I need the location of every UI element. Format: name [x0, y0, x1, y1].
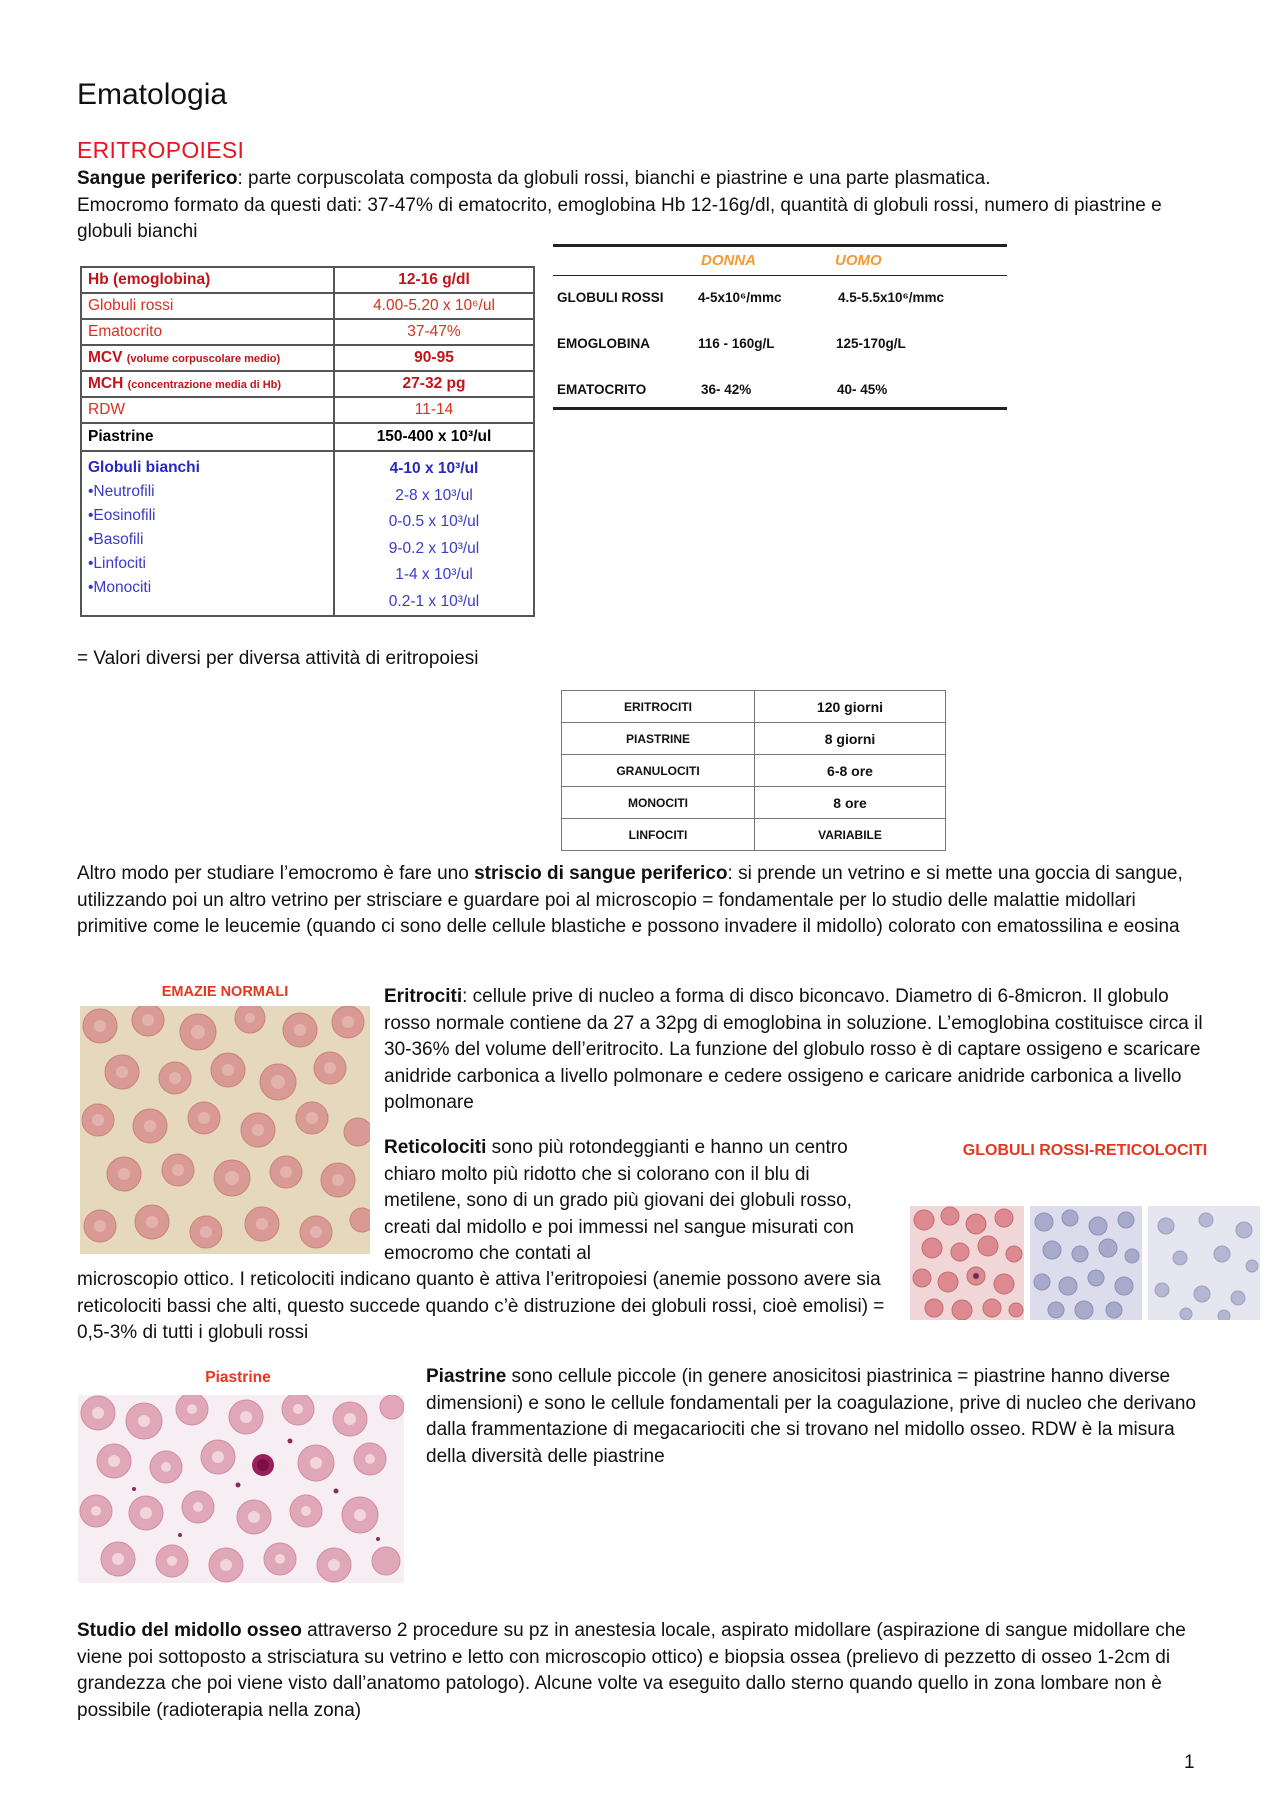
ref-sublabel: (volume corpuscolare medio) [126, 353, 281, 365]
header-uomo: UOMO [835, 252, 882, 269]
striscio-pre: Altro modo per studiare l’emocromo è fare uno [77, 863, 475, 884]
piastrine-image [78, 1365, 404, 1583]
wbc-value: 2-8 x 10³/ul [395, 486, 473, 504]
wbc-value: 4-10 x 10³/ul [389, 460, 479, 477]
wbc-value: 0.2-1 x 10³/ul [388, 592, 480, 610]
intro-paragraph [77, 166, 1207, 246]
emazie-title: EMAZIE NORMALI [161, 984, 289, 1000]
ref-value: 150-400 x 10³/ul [334, 423, 534, 451]
table-row [81, 451, 534, 616]
wbc-label: •Linfociti [88, 555, 146, 572]
ref-label: MCH [88, 375, 124, 392]
life-value: 8 giorni [755, 723, 946, 755]
wbc-label: •Basofili [88, 531, 144, 548]
ref-label: Globuli rossi [81, 293, 334, 319]
sex-row-donna: 116 - 160g/L [698, 336, 775, 351]
piastrine-title: Piastrine [205, 1369, 271, 1386]
table-row [81, 319, 534, 345]
table-row [81, 293, 534, 319]
reticolociti-title: GLOBULI ROSSI-RETICOLOCITI [962, 1142, 1208, 1159]
ref-value: 37-47% [334, 319, 534, 345]
wbc-label: Globuli bianchi [88, 459, 200, 476]
midollo-bold: Studio del midollo osseo [77, 1620, 302, 1641]
striscio-post: : si prende un vetrino e si mette una goccia di sangue, utilizzando poi un altro vetrino per strisciare e guardare poi al microscopio = fondamentale per lo studio delle malattie midollari primitive come le leucemie (quando ci sono delle cellule blastiche e possono invadere il midollo) colorato con ematossilina e eosina [77, 863, 1183, 937]
ref-label: MCV [88, 349, 123, 366]
ref-label: Piastrine [81, 423, 334, 451]
life-cell: PIASTRINE [562, 723, 755, 755]
intro-bold: Sangue periferico [77, 168, 238, 189]
page-title: Ematologia [77, 78, 228, 111]
life-cell: MONOCITI [562, 787, 755, 819]
wbc-value: 0-0.5 x 10³/ul [388, 513, 480, 530]
wbc-value: 1-4 x 10³/ul [395, 566, 473, 583]
reticulocyte-smears-image [910, 1206, 1260, 1320]
wbc-label: •Eosinofili [88, 507, 156, 524]
life-cell: ERITROCITI [562, 691, 755, 723]
midollo-paragraph [77, 1618, 1207, 1724]
ref-value: 11-14 [334, 397, 534, 423]
sex-row-uomo: 4.5-5.5x10⁶/mmc [838, 290, 945, 305]
sex-row-uomo: 40- 45% [837, 382, 888, 397]
reticolociti-image [910, 1140, 1260, 1320]
sex-reference-table [553, 244, 1007, 410]
life-value: 6-8 ore [755, 755, 946, 787]
eritrociti-paragraph [384, 984, 1207, 1117]
table-row [562, 787, 946, 819]
striscio-bold: striscio di sangue periferico [474, 863, 728, 884]
page-number: 1 [1184, 1752, 1195, 1773]
midollo-text: attraverso 2 procedure su pz in anestesia locale, aspirato midollare (aspirazione di sangue midollare che viene poi sottoposto a strisciatura su vetrino e letto con microscopio ottico) e biopsia ossea (prelievo di pezzetto di osseo 1-2cm di grandezza che poi viene visto dall’anatomo patologo). Alcune volte va eseguito dallo sterno quando quello in zona lombare non è possibile (radioterapia nella zona) [77, 1620, 1186, 1721]
sex-row-donna: 4-5x10⁶/mmc [698, 290, 782, 305]
lifespan-table [561, 690, 946, 851]
reticolociti-continued: microscopio ottico. I reticolociti indicano quanto è attiva l’eritropoiesi (anemie possono avere sia reticolociti bassi che alti, questo succede quando c’è distruzione dei globuli rossi, cioè emolisi) = 0,5-3% di tutti i globuli rossi [77, 1269, 885, 1343]
intro-text2: Emocromo formato da questi dati: 37-47% di ematocrito, emoglobina Hb 12-16g/dl, quantità di globuli rossi, numero di piastrine e globuli bianchi [77, 194, 1162, 242]
ref-label: Ematocrito [81, 319, 334, 345]
reticolociti-bold: Reticolociti [384, 1137, 487, 1158]
ref-value: 4.00-5.20 x 10⁶/ul [334, 293, 534, 319]
emazie-normali-image [80, 982, 370, 1254]
eritrociti-bold: Eritrociti [384, 986, 463, 1007]
sex-row-donna: 36- 42% [701, 382, 752, 397]
table-row [81, 267, 534, 293]
table-row [562, 819, 946, 851]
life-value: 120 giorni [755, 691, 946, 723]
piastrine-text: sono cellule piccole (in genere anosicitosi piastrinica = piastrine hanno diverse dimensioni) e sono le cellule fondamentali per la coagulazione, prive di nucleo che derivano dalla frammentazione di megacariociti che si trovano nel midollo osseo. RDW è la misura della diversità delle piastrine [426, 1366, 1196, 1467]
wbc-value: 9-0.2 x 10³/ul [388, 539, 480, 557]
striscio-paragraph [77, 861, 1207, 941]
platelets-smear-image [78, 1395, 404, 1583]
ref-value: 27-32 pg [334, 371, 534, 397]
eritrociti-text: : cellule prive di nucleo a forma di disco biconcavo. Diametro di 6-8micron. Il globulo rosso normale contiene da 27 a 32pg di emoglobina in soluzione. L’emoglobina costituisce circa il 30-36% del volume dell’eritrocito. La funzione del globulo rosso è di captare ossigeno e scaricare anidride carbonica a livello polmonare e cedere ossigeno e caricare anidride carbonica a livello polmonare [384, 986, 1203, 1113]
table-row [81, 423, 534, 451]
table-row [81, 345, 534, 371]
sex-row-uomo: 125-170g/L [836, 336, 906, 351]
life-value: 8 ore [755, 787, 946, 819]
life-cell: GRANULOCITI [562, 755, 755, 787]
reticolociti-paragraph [384, 1135, 882, 1268]
note-text: = Valori diversi per diversa attività di eritropoiesi [77, 648, 479, 669]
table-row [81, 371, 534, 397]
piastrine-bold: Piastrine [426, 1366, 507, 1387]
life-value: VARIABILE [755, 819, 946, 851]
table-row [81, 397, 534, 423]
wbc-label: •Monociti [88, 579, 152, 596]
intro-text1: : parte corpuscolata composta da globuli rossi, bianchi e piastrine e una parte plasmatica. [237, 168, 991, 189]
piastrine-paragraph [426, 1364, 1206, 1470]
table-row [562, 691, 946, 723]
wbc-label: •Neutrofili [88, 483, 155, 500]
table-row [562, 755, 946, 787]
ref-label: RDW [81, 397, 334, 423]
ref-value: 12-16 g/dl [334, 267, 534, 293]
red-blood-cells-image [80, 1006, 370, 1254]
section-heading: ERITROPOIESI [77, 137, 245, 163]
reticolociti-text: sono più rotondeggianti e hanno un centro chiaro molto più ridotto che si colorano con il blu di metilene, sono di un grado più giovani dei globuli rosso, creati dal midollo e poi immessi nel sangue misurati con emocromo che contati al [384, 1137, 854, 1264]
sex-row-label: EMATOCRITO [557, 382, 647, 397]
sex-row-label: GLOBULI ROSSI [557, 290, 664, 305]
life-cell: LINFOCITI [562, 819, 755, 851]
ref-value: 90-95 [334, 345, 534, 371]
ref-label: Hb (emoglobina) [81, 267, 334, 293]
reference-values-table [80, 266, 535, 617]
table-row [562, 723, 946, 755]
ref-sublabel: (concentrazione media di Hb) [127, 379, 282, 391]
header-donna: DONNA [701, 252, 756, 269]
sex-row-label: EMOGLOBINA [557, 336, 650, 351]
